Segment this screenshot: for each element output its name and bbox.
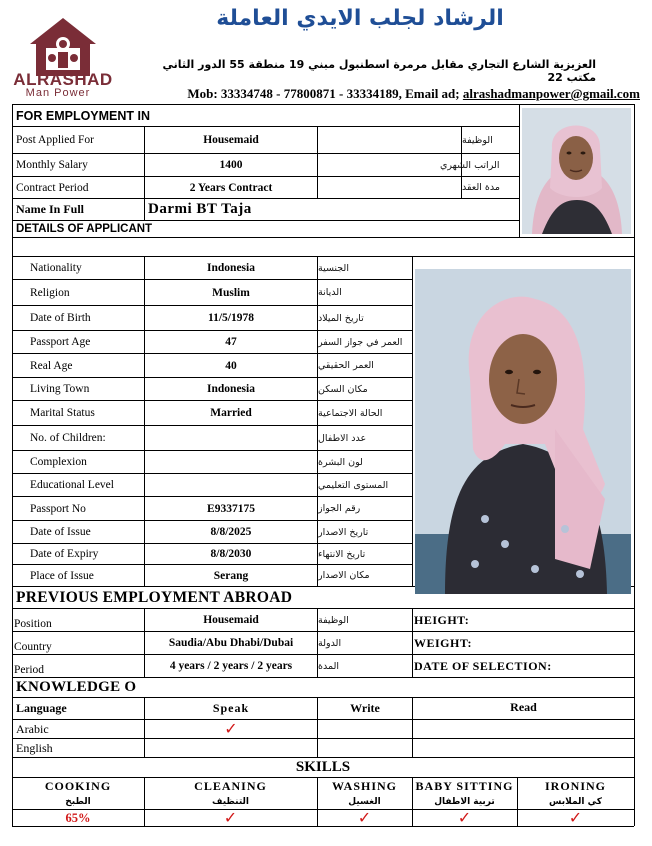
applicant-field-label-arabic: الديانة <box>318 287 342 298</box>
applicant-field-label: No. of Children: <box>30 432 106 444</box>
applicant-field-label-arabic: عدد الاطفال <box>318 432 367 444</box>
post-applied-label-arabic: الوظيفة <box>462 134 493 146</box>
applicant-field-label-arabic: مكان السكن <box>318 383 368 395</box>
applicant-field-label: Real Age <box>30 359 73 372</box>
arabic-write-check <box>318 720 412 738</box>
skill-check: ✓ <box>357 810 372 826</box>
company-name-arabic: الرشاد لجلب الايدي العاملة <box>216 6 504 31</box>
applicant-field-label: Marital Status <box>30 407 95 419</box>
company-address-arabic: العزيزية الشارع التجاري مقابل مرمرة اسطنبول مبني 19 منطقة 55 الدور الثاني مكتب 22 <box>162 58 596 84</box>
applicant-field-label-arabic: العمر الحقيقي <box>318 360 374 371</box>
previous-right-field: WEIGHT: <box>414 635 472 650</box>
applicant-field-label-arabic: العمر في جواز السفر <box>318 336 403 348</box>
skill-name-arabic: الطبخ <box>65 796 91 807</box>
applicant-field-value: Indonesia <box>207 262 255 274</box>
applicant-field-label-arabic: لون البشرة <box>318 456 363 468</box>
contact-line <box>120 86 640 102</box>
applicant-field-label: Nationality <box>30 262 82 274</box>
skill-name: IRONING <box>544 778 606 793</box>
applicant-field-value: 8/8/2025 <box>210 526 252 538</box>
skill-name: COOKING <box>44 778 112 793</box>
contract-period-label: Contract Period <box>16 181 89 194</box>
skill-name-arabic: التنظيف <box>212 796 249 807</box>
applicant-field-label: Passport Age <box>30 336 91 348</box>
post-applied-value: Housemaid <box>203 134 259 146</box>
applicant-field-label-arabic: رقم الجواز <box>318 503 361 514</box>
previous-employment-heading: PREVIOUS EMPLOYMENT ABROAD <box>16 588 293 606</box>
applicant-field-value: E9337175 <box>207 502 255 515</box>
applicant-field-label: Complexion <box>30 456 87 468</box>
skill-check: ✓ <box>223 810 238 826</box>
name-label: Name In Full <box>16 202 85 216</box>
employment-heading: FOR EMPLOYMENT IN <box>16 108 151 123</box>
read-col-header: Read <box>510 700 537 714</box>
previous-field-label-arabic: الوظيفة <box>318 614 349 626</box>
applicant-field-value <box>145 451 317 473</box>
email-link[interactable]: alrashadmanpower@gmail.com <box>462 86 640 101</box>
applicant-photo-small <box>522 108 631 234</box>
applicant-field-label-arabic: الجنسية <box>318 262 349 274</box>
previous-field-label: Country <box>14 641 52 653</box>
skill-check: ✓ <box>457 810 472 826</box>
previous-field-value: 4 years / 2 years / 2 years <box>169 660 293 672</box>
name-value: Darmi BT Taja <box>148 201 252 217</box>
applicant-field-value <box>145 474 317 496</box>
previous-right-field: HEIGHT: <box>414 612 470 627</box>
contract-period-value: 2 Years Contract <box>189 181 273 194</box>
knowledge-heading: KNOWLEDGE O <box>16 679 137 695</box>
applicant-field-label-arabic: تاريخ الاصدار <box>318 526 369 538</box>
phone-numbers: Mob: 33334748 - 77800871 - 33334189, Email ad; <box>187 86 463 101</box>
previous-right-field: DATE OF SELECTION: <box>414 658 552 673</box>
logo-subtitle: Man Power <box>25 87 91 99</box>
arabic-speak-check: ✓ <box>224 721 238 738</box>
arabic-read-check <box>413 720 634 738</box>
speak-col-header: Speak <box>212 701 250 715</box>
monthly-salary-label-arabic: الراتب الشهري <box>440 159 500 171</box>
previous-field-label: Position <box>14 618 52 630</box>
skill-name: CLEANING <box>194 778 267 793</box>
skill-name-arabic: تربية الاطفال <box>434 796 495 807</box>
applicant-field-value: 8/8/2030 <box>210 548 252 560</box>
language-arabic-label: Arabic <box>16 721 49 736</box>
skill-name-arabic: كي الملابس <box>549 796 602 807</box>
applicant-field-value: 40 <box>225 359 237 372</box>
english-write-check <box>318 739 412 757</box>
applicant-photo-full <box>415 269 631 594</box>
skill-name: WASHING <box>331 778 397 793</box>
applicant-field-value: 47 <box>225 336 237 348</box>
applicant-field-label-arabic: الحالة الاجتماعية <box>318 407 383 419</box>
applicant-field-label: Religion <box>30 286 70 299</box>
skills-heading: SKILLS <box>295 759 351 775</box>
logo-text: ALRASHAD <box>13 70 113 89</box>
applicant-field-label: Educational Level <box>30 479 114 491</box>
applicant-field-label-arabic: تاريخ الانتهاء <box>318 548 366 560</box>
applicant-field-value: Muslim <box>212 286 250 299</box>
previous-field-label: Period <box>14 664 45 676</box>
applicant-field-value <box>145 426 317 450</box>
previous-field-label-arabic: الدولة <box>318 637 342 649</box>
skill-name-arabic: الغسيل <box>348 796 381 807</box>
skill-check: ✓ <box>568 810 583 826</box>
write-col-header: Write <box>350 701 380 715</box>
applicant-field-label-arabic: تاريخ الميلاد <box>318 312 364 324</box>
skill-name: BABY SITTING <box>415 778 514 793</box>
previous-field-label-arabic: المدة <box>318 660 339 672</box>
previous-field-value: Saudia/Abu Dhabi/Dubai <box>168 637 294 649</box>
applicant-field-label: Place of Issue <box>30 569 94 582</box>
language-col-header: Language <box>16 701 67 715</box>
applicant-field-label: Living Town <box>30 383 90 395</box>
applicant-field-label: Passport No <box>30 502 86 515</box>
monthly-salary-value: 1400 <box>219 159 243 171</box>
applicant-field-label: Date of Birth <box>30 312 91 324</box>
applicant-field-value: 11/5/1978 <box>207 312 254 324</box>
skill-rating: 65% <box>65 810 91 825</box>
applicant-field-value: Indonesia <box>207 383 255 395</box>
contract-period-label-arabic: مدة العقد <box>462 182 500 193</box>
previous-field-value: Housemaid <box>203 614 259 626</box>
applicant-field-value: Married <box>210 407 252 419</box>
applicant-field-label: Date of Expiry <box>30 548 99 560</box>
applicant-heading: DETAILS OF APPLICANT <box>16 223 153 235</box>
english-speak-check <box>145 739 317 757</box>
english-read-check <box>413 739 634 757</box>
applicant-field-label-arabic: مكان الاصدار <box>318 570 370 581</box>
post-applied-label: Post Applied For <box>16 134 94 146</box>
applicant-field-value: Serang <box>213 569 249 582</box>
applicant-field-label-arabic: المستوى التعليمي <box>318 479 389 491</box>
monthly-salary-label: Monthly Salary <box>16 159 88 171</box>
language-english-label: English <box>16 740 53 755</box>
applicant-field-label: Date of Issue <box>30 526 91 538</box>
